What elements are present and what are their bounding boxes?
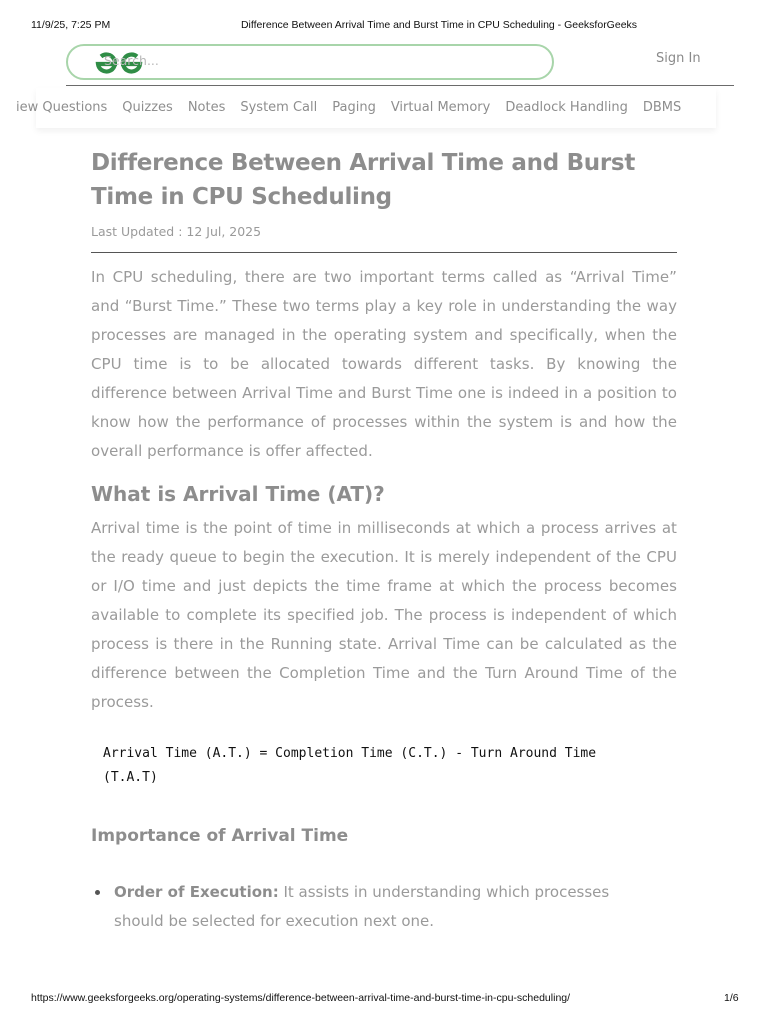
nav-item-virtual-memory[interactable]: Virtual Memory (390, 100, 491, 115)
section-paragraph: Arrival time is the point of time in milliseconds at which a process arrives at the ready queue to begin the execution. It is merely independent of the CPU or I/O time and just depicts the time frame at which the process becomes available to complete its specified job. The process is independent of which process is there in the Running state. Arrival Time can be calculated as the difference between the Completion Time and the Turn Around Time of the process. (91, 519, 677, 711)
print-page-number: 1/6 (724, 992, 739, 1004)
print-document-title: Difference Between Arrival Time and Burst Time in CPU Scheduling - GeeksforGeeks (240, 19, 638, 31)
nav-item-notes[interactable]: Notes (187, 100, 226, 115)
topic-nav-bar (16, 88, 716, 128)
article-title: Difference Between Arrival Time and Burst Time in CPU Scheduling (91, 150, 636, 210)
nav-item-deadlock-handling[interactable]: Deadlock Handling (505, 100, 628, 115)
nav-item-dbms[interactable]: DBMS (642, 100, 682, 115)
print-datetime: 11/9/25, 7:25 PM (31, 19, 111, 31)
bullet-icon (95, 890, 100, 895)
formula-block (103, 742, 663, 790)
nav-item-system-call[interactable]: System Call (240, 100, 318, 115)
print-footer (0, 992, 768, 1006)
nav-item-paging[interactable]: Paging (332, 100, 376, 115)
formula-line: Arrival Time (A.T.) = Completion Time (C.T.) - Turn Around Time (103, 746, 597, 761)
list-item-description: It assists in understanding which processes should be selected for execution next one. (114, 883, 610, 930)
article (91, 146, 677, 930)
sign-in-link[interactable]: Sign In (656, 51, 701, 66)
intro-paragraph: In CPU scheduling, there are two important terms called as “Arrival Time” and “Burst Time.” These two terms play a key role in understanding the way processes are managed in the operating system and specifically, when the CPU time is to be allocated towards different tasks. By knowing the difference between Arrival Time and Burst Time one is indeed in a position to know how the performance of processes within the system is and how the overall performance is offer affected. (91, 268, 677, 460)
title-divider (91, 252, 677, 253)
print-url: https://www.geeksforgeeks.org/operating-systems/difference-between-arrival-time-and-burst-time-in-cpu-scheduling/ (31, 992, 571, 1004)
nav-item-quizzes[interactable]: Quizzes (122, 100, 173, 115)
header-divider (66, 85, 734, 86)
print-header (0, 19, 768, 33)
last-updated: Last Updated : 12 Jul, 2025 (91, 224, 262, 239)
formula-line: (T.A.T) (103, 770, 158, 785)
nav-item-interview-questions[interactable]: iew Questions (16, 100, 108, 115)
list-item-text (114, 878, 654, 936)
site-header (0, 42, 768, 88)
list-item-term: Order of Execution: (114, 883, 279, 901)
section-heading: What is Arrival Time (AT)? (91, 482, 385, 506)
subheading: Importance of Arrival Time (91, 826, 349, 846)
search-placeholder: Search... (104, 53, 159, 68)
